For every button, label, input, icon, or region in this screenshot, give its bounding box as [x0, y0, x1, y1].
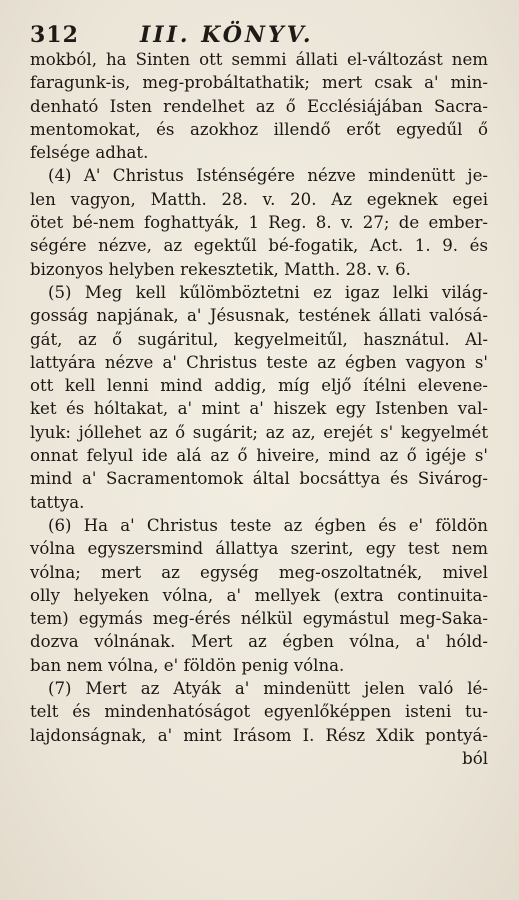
- text-line: tattya.: [30, 492, 85, 512]
- body-text: [30, 48, 488, 770]
- text-line: olly helyeken vólna, a' mellyek (extra continuita-: [30, 585, 488, 605]
- text-line: ban nem vólna, e' földön penig vólna.: [30, 655, 345, 675]
- text-line: dozva vólnának. Mert az égben vólna, a' hóld-: [30, 632, 488, 652]
- catchword: ból: [462, 748, 488, 768]
- page-number: 312: [30, 22, 79, 48]
- text-line: mind a' Sacramentomok által bocsáttya és Sivárog-: [30, 469, 488, 489]
- text-line: denható Isten rendelhet az ő Ecclésiájában Sacra-: [30, 96, 488, 116]
- text-line: lattyára nézve a' Christus teste az égben vagyon s': [30, 352, 488, 372]
- text-line: gát, az ő sugáritul, kegyelmeitűl, hasznátul. Al-: [30, 329, 488, 349]
- text-line: vólna; mert az egység meg-oszoltatnék, mivel: [30, 562, 488, 582]
- text-line: gosság napjának, a' Jésusnak, testének állati valósá-: [30, 306, 488, 326]
- paragraph-5-start: (5) Meg kell kűlömböztetni ez igaz lelki világ-: [48, 282, 488, 302]
- text-line: tem) egymás meg-érés nélkül egymástul meg-Saka-: [30, 609, 488, 629]
- running-head: III. KÖNYV.: [140, 22, 314, 48]
- text-line: ötet bé-nem foghattyák, 1 Reg. 8. v. 27; de ember-: [30, 213, 488, 233]
- text-line: mentomokat, és azokhoz illendő erőt egyedűl ő: [30, 119, 488, 139]
- text-line: felsége adhat.: [30, 143, 149, 163]
- text-line: lyuk: jóllehet az ő sugárit; az az, erejét s' kegyelmét: [30, 422, 488, 442]
- text-line: bizonyos helyben rekesztetik, Matth. 28. v. 6.: [30, 259, 411, 279]
- text-line: lajdonságnak, a' mint Irásom I. Rész Xdik pontyá-: [30, 725, 488, 745]
- text-line: ségére nézve, az egektűl bé-fogatik, Act. 1. 9. és: [30, 236, 488, 256]
- text-line: ott kell lenni mind addig, míg eljő ítélni elevene-: [30, 376, 488, 396]
- text-line: len vagyon, Matth. 28. v. 20. Az egeknek egei: [30, 189, 488, 209]
- paragraph-6-start: (6) Ha a' Christus teste az égben és e' földön: [48, 515, 488, 535]
- text-line: vólna egyszersmind állattya szerint, egy test nem: [30, 539, 488, 559]
- text-line: ket és hóltakat, a' mint a' hiszek egy Istenben val-: [30, 399, 488, 419]
- text-line: mokból, ha Sinten ott semmi állati el-változást nem: [30, 50, 488, 69]
- text-line: onnat felyul ide alá az ő hiveire, mind az ő igéje s': [30, 446, 488, 466]
- paragraph-7-start: (7) Mert az Atyák a' mindenütt jelen való lé-: [48, 679, 488, 699]
- paragraph-4-start: (4) A' Christus Isténségére nézve mindenütt je-: [48, 166, 488, 186]
- text-line: faragunk-is, meg-probáltathatik; mert csak a' min-: [30, 73, 488, 93]
- text-line: telt és mindenhatóságot egyenlőképpen isteni tu-: [30, 702, 488, 722]
